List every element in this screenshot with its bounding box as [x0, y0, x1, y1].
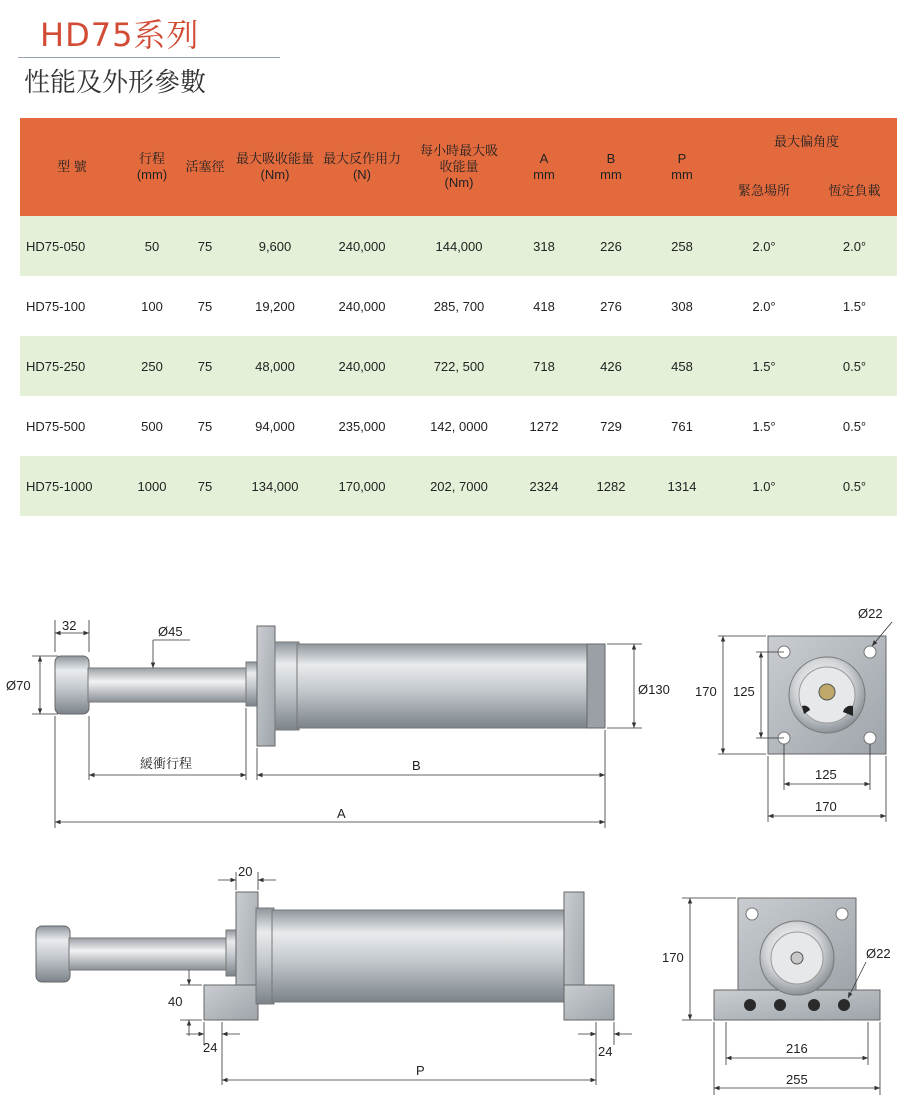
foot-hole [838, 999, 850, 1011]
cell-angle-constant: 0.5° [812, 336, 897, 396]
cell-max-energy: 9,600 [230, 216, 320, 276]
dim-170-vertical: 170 [695, 684, 717, 699]
foot-hole [774, 999, 786, 1011]
flange-boss [256, 908, 274, 1004]
cell-model: HD75-050 [20, 216, 124, 276]
cell-piston: 75 [180, 276, 230, 336]
label-b: B [412, 758, 421, 773]
dim-24-left: 24 [203, 1040, 218, 1055]
front-foot [204, 985, 258, 1020]
cylinder-body [297, 644, 589, 728]
cell-angle-emergency: 1.5° [716, 336, 812, 396]
section-title: 性能及外形參數 [24, 68, 207, 98]
cell-p: 1314 [648, 456, 716, 516]
rear-cap [587, 644, 605, 728]
cell-max-energy: 48,000 [230, 336, 320, 396]
cell-max-force: 170,000 [320, 456, 404, 516]
dim-d70: Ø70 [6, 678, 31, 693]
dim-40: 40 [168, 994, 183, 1009]
cell-b: 426 [574, 336, 648, 396]
mounting-hole [836, 908, 848, 920]
cell-angle-constant: 0.5° [812, 396, 897, 456]
dim-216: 216 [786, 1041, 808, 1056]
cell-angle-emergency: 1.0° [716, 456, 812, 516]
dim-170-horizontal: 170 [815, 799, 837, 814]
cell-a: 418 [514, 276, 574, 336]
mounting-hole [864, 646, 876, 658]
cell-piston: 75 [180, 336, 230, 396]
cell-a: 2324 [514, 456, 574, 516]
col-header-a: A mm [514, 118, 574, 216]
mounting-hole [864, 732, 876, 744]
rod-collar [246, 662, 258, 706]
cell-angle-constant: 0.5° [812, 456, 897, 516]
cell-a: 1272 [514, 396, 574, 456]
cell-energy-per-hour: 285, 700 [404, 276, 514, 336]
col-header-model: 型 號 [20, 118, 124, 216]
dim-125-horizontal: 125 [815, 767, 837, 782]
dim-d22-foot: Ø22 [866, 946, 891, 961]
cell-b: 226 [574, 216, 648, 276]
dim-20: 20 [238, 864, 253, 879]
cell-stroke: 500 [124, 396, 180, 456]
piston-rod [69, 938, 231, 970]
col-header-p: P mm [648, 118, 716, 216]
dim-d130: Ø130 [638, 682, 670, 697]
flange-end-view [695, 606, 892, 822]
dim-d22-flange: Ø22 [858, 606, 883, 621]
col-header-angle: 最大偏角度 [716, 118, 897, 166]
cell-max-energy: 19,200 [230, 276, 320, 336]
dim-170-vertical-foot: 170 [662, 950, 684, 965]
cell-angle-emergency: 2.0° [716, 216, 812, 276]
center-bolt [791, 952, 803, 964]
cell-stroke: 1000 [124, 456, 180, 516]
col-header-energy-per-hour: 每小時最大吸 收能量 (Nm) [404, 118, 514, 216]
cell-p: 761 [648, 396, 716, 456]
cell-piston: 75 [180, 216, 230, 276]
cell-energy-per-hour: 144,000 [404, 216, 514, 276]
shock-absorber-side-view-1 [6, 618, 670, 828]
rear-foot [564, 985, 614, 1020]
col-header-b: B mm [574, 118, 648, 216]
cell-energy-per-hour: 722, 500 [404, 336, 514, 396]
col-header-piston: 活塞徑 [180, 118, 230, 216]
cell-max-energy: 134,000 [230, 456, 320, 516]
piston-rod [88, 668, 248, 702]
dim-d45: Ø45 [158, 624, 183, 639]
dim-125-vertical: 125 [733, 684, 755, 699]
cell-max-force: 240,000 [320, 276, 404, 336]
col-header-angle-constant: 恆定負載 [812, 166, 897, 216]
dim-255: 255 [786, 1072, 808, 1087]
cell-p: 258 [648, 216, 716, 276]
cell-energy-per-hour: 202, 7000 [404, 456, 514, 516]
front-flange [257, 626, 275, 746]
cell-stroke: 250 [124, 336, 180, 396]
cell-max-force: 240,000 [320, 216, 404, 276]
cell-angle-emergency: 2.0° [716, 276, 812, 336]
cell-p: 308 [648, 276, 716, 336]
cell-b: 1282 [574, 456, 648, 516]
label-p: P [416, 1063, 425, 1078]
foot-hole [808, 999, 820, 1011]
cell-p: 458 [648, 336, 716, 396]
col-header-angle-emergency: 緊急場所 [716, 166, 812, 216]
cell-piston: 75 [180, 456, 230, 516]
cell-max-force: 240,000 [320, 336, 404, 396]
cell-b: 729 [574, 396, 648, 456]
col-header-stroke: 行程 (mm) [124, 118, 180, 216]
cell-model: HD75-250 [20, 336, 124, 396]
cell-angle-constant: 2.0° [812, 216, 897, 276]
mounting-hole [746, 908, 758, 920]
cell-model: HD75-1000 [20, 456, 124, 516]
col-header-max-force: 最大反作用力 (N) [320, 118, 404, 216]
cell-piston: 75 [180, 396, 230, 456]
rod-end-cap [55, 656, 89, 714]
foot-hole [744, 999, 756, 1011]
center-bolt [819, 684, 835, 700]
rod-end-cap [36, 926, 70, 982]
cell-angle-emergency: 1.5° [716, 396, 812, 456]
cell-a: 318 [514, 216, 574, 276]
cell-energy-per-hour: 142, 0000 [404, 396, 514, 456]
dim-24-right: 24 [598, 1044, 613, 1059]
cell-model: HD75-100 [20, 276, 124, 336]
cylinder-body [272, 910, 566, 1002]
dim-32: 32 [62, 618, 77, 633]
cell-a: 718 [514, 336, 574, 396]
cell-max-force: 235,000 [320, 396, 404, 456]
cell-max-energy: 94,000 [230, 396, 320, 456]
series-title: HD75系列 [40, 16, 200, 54]
col-header-max-energy: 最大吸收能量 (Nm) [230, 118, 320, 216]
shock-absorber-side-view-2 [36, 864, 632, 1085]
cell-stroke: 50 [124, 216, 180, 276]
flange-boss [275, 642, 299, 730]
cell-b: 276 [574, 276, 648, 336]
cell-stroke: 100 [124, 276, 180, 336]
cell-model: HD75-500 [20, 396, 124, 456]
label-a: A [337, 806, 346, 821]
cell-angle-constant: 1.5° [812, 276, 897, 336]
label-buffer-stroke: 緩衝行程 [140, 756, 193, 771]
foot-end-view [662, 898, 891, 1095]
